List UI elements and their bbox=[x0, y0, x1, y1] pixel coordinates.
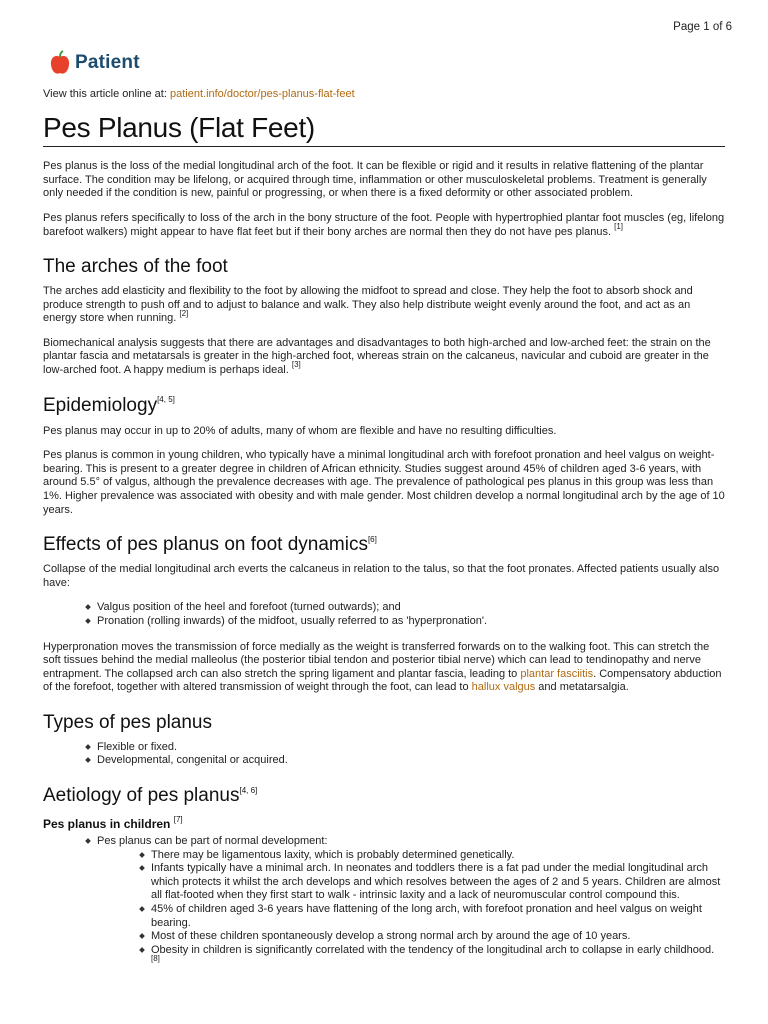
aetiology-list bbox=[43, 835, 725, 971]
ref-3[interactable]: [3] bbox=[291, 360, 301, 370]
sub-list-item bbox=[139, 944, 725, 971]
list-item: Developmental, congenital or acquired. bbox=[85, 754, 725, 768]
effects-list bbox=[43, 601, 725, 628]
arches-paragraph-1 bbox=[43, 285, 725, 326]
arches-p1-text: The arches add elasticity and flexibility to the foot by allowing the midfoot to spread and close. They help the foot to absorb shock and produce strength to push off and to adjust to balance and walk. They also help distribute weight evenly around the foot, and act as an energy store when running. bbox=[43, 284, 693, 325]
effects-p2-text-c: and metatarsalgia. bbox=[535, 681, 629, 694]
list-item bbox=[85, 835, 725, 971]
arches-p2-text: Biomechanical analysis suggests that there are advantages and disadvantages to both high-arched and low-arched feet: the strain on the plantar fascia and metatarsals is greater in the high-arched foot, whereas strain on the calcaneus, navicular and cuboid are greater in the low-arched foot. A happy medium is perhaps ideal. bbox=[43, 336, 711, 377]
effects-p2-text-a: Hyperpronation moves the transmission of force medially as the weight is transferred forwards on to the walking foot. This can stretch the soft tissues behind the medial malleolus (the posterior tibial tendon and posterior tibial nerve) which can lead to tendinopathy and nerve entrapment. The collapsed arch can also stretch the spring ligament and plantar fascia, leading to bbox=[43, 640, 710, 680]
intro-paragraph-2 bbox=[43, 212, 725, 239]
children-subheading bbox=[43, 814, 725, 831]
intro-p2-text: Pes planus refers specifically to loss of the arch in the bony structure of the foot. People with hypertrophied plantar foot muscles (eg, lifelong barefoot walkers) might appear to have flat feet but if their bony arches are normal then they do not have pes planus. bbox=[43, 211, 725, 238]
sub-list-item: There may be ligamentous laxity, which is probably determined genetically. bbox=[139, 849, 725, 863]
list-item: Flexible or fixed. bbox=[85, 741, 725, 755]
arches-heading: The arches of the foot bbox=[43, 256, 228, 278]
types-list bbox=[43, 741, 725, 768]
intro-paragraph-1: Pes planus is the loss of the medial longitudinal arch of the foot. It can be flexible or rigid and it results in relative flattening of the plantar surface. The condition may be lifelong, or acquired through time, inflammation or other musculoskeletal problems. Treatment is generally only needed if the condition is new, painful or progressing, or when there is a fixed deformity or other associated problem. bbox=[43, 160, 707, 200]
ref-4-5[interactable]: [4, 5] bbox=[157, 395, 175, 405]
online-article-line bbox=[43, 88, 355, 100]
sub-list-item: Most of these children spontaneously develop a strong normal arch by around the age of 10 years. bbox=[139, 930, 725, 944]
effects-heading-text: Effects of pes planus on foot dynamics bbox=[43, 534, 368, 556]
list-item-text: Pes planus can be part of normal development: bbox=[97, 834, 328, 847]
sub-list-item: Infants typically have a minimal arch. In neonates and toddlers there is a fat pad under the medial longitudinal arch which protects it whilst the arch develops and which resolves between the ages of 2 and 5 years. Children are almost all flat-footed when they first start to walk - intrinsic laxity and a lack of neuromuscular control compound this. bbox=[139, 862, 725, 903]
ref-8[interactable]: [8] bbox=[151, 953, 160, 963]
ref-1[interactable]: [1] bbox=[614, 221, 624, 231]
arches-paragraph-2 bbox=[43, 337, 725, 378]
aetiology-heading-text: Aetiology of pes planus bbox=[43, 785, 240, 807]
ref-7[interactable]: [7] bbox=[173, 814, 183, 824]
list-item: Pronation (rolling inwards) of the midfoot, usually referred to as 'hyperpronation'. bbox=[85, 615, 725, 629]
aetiology-sub-list bbox=[97, 849, 725, 972]
epidemiology-heading bbox=[43, 395, 725, 418]
ref-6[interactable]: [6] bbox=[367, 534, 377, 544]
hallux-valgus-link[interactable]: hallux valgus bbox=[471, 681, 536, 694]
page-title: Pes Planus (Flat Feet) bbox=[43, 111, 725, 147]
aetiology-heading bbox=[43, 785, 725, 808]
ref-4-6[interactable]: [4, 6] bbox=[239, 785, 258, 795]
sub-list-item-text: Obesity in children is significantly correlated with the tendency of the longitudinal arch to collapse in early childhood. bbox=[151, 943, 715, 956]
page-number: Page 1 of 6 bbox=[673, 21, 732, 33]
effects-paragraph-2 bbox=[43, 641, 725, 696]
epidemiology-heading-text: Epidemiology bbox=[43, 394, 158, 416]
effects-p2-text-b: . Compensatory abduction of the forefoot, together with altered transmission of weight through the foot, can lead to bbox=[43, 667, 722, 694]
article-content bbox=[43, 111, 725, 971]
apple-logo-icon bbox=[49, 50, 71, 76]
patient-logo[interactable] bbox=[49, 50, 140, 76]
effects-paragraph-1: Collapse of the medial longitudinal arch everts the calcaneus in relation to the talus, so that the foot pronates. Affected patients usually also have: bbox=[43, 563, 720, 589]
epidemiology-paragraph-2: Pes planus is common in young children, who typically have a minimal longitudinal arch with forefoot pronation and heel valgus on weight-bearing. This is present to a greater degree in children of African ethnicity. Studies suggest around 45% of children aged 3-6 years, with around 5.5° of valgus, although the prevalence decreases with age. The prevalence of pathological pes planus in this group was less than 1%. Higher prevalence was associated with obesity and with male gender. Most children develop a normal longitudinal arch by the age of 10 years. bbox=[43, 449, 725, 516]
online-prefix: View this article online at: bbox=[43, 88, 167, 100]
article-link[interactable]: patient.info/doctor/pes-planus-flat-feet bbox=[169, 88, 355, 100]
types-heading: Types of pes planus bbox=[43, 712, 212, 734]
list-item: Valgus position of the heel and forefoot (turned outwards); and bbox=[85, 601, 725, 615]
plantar-fasciitis-link[interactable]: plantar fasciitis bbox=[520, 667, 594, 680]
children-subheading-text: Pes planus in children bbox=[43, 816, 171, 831]
ref-2[interactable]: [2] bbox=[179, 308, 189, 318]
logo-text: Patient bbox=[75, 52, 140, 73]
epidemiology-paragraph-1: Pes planus may occur in up to 20% of adults, many of whom are flexible and have no resulting difficulties. bbox=[43, 424, 557, 437]
sub-list-item: 45% of children aged 3-6 years have flattening of the long arch, with forefoot pronation and heel valgus on weight bearing. bbox=[139, 903, 725, 930]
effects-heading bbox=[43, 534, 725, 557]
